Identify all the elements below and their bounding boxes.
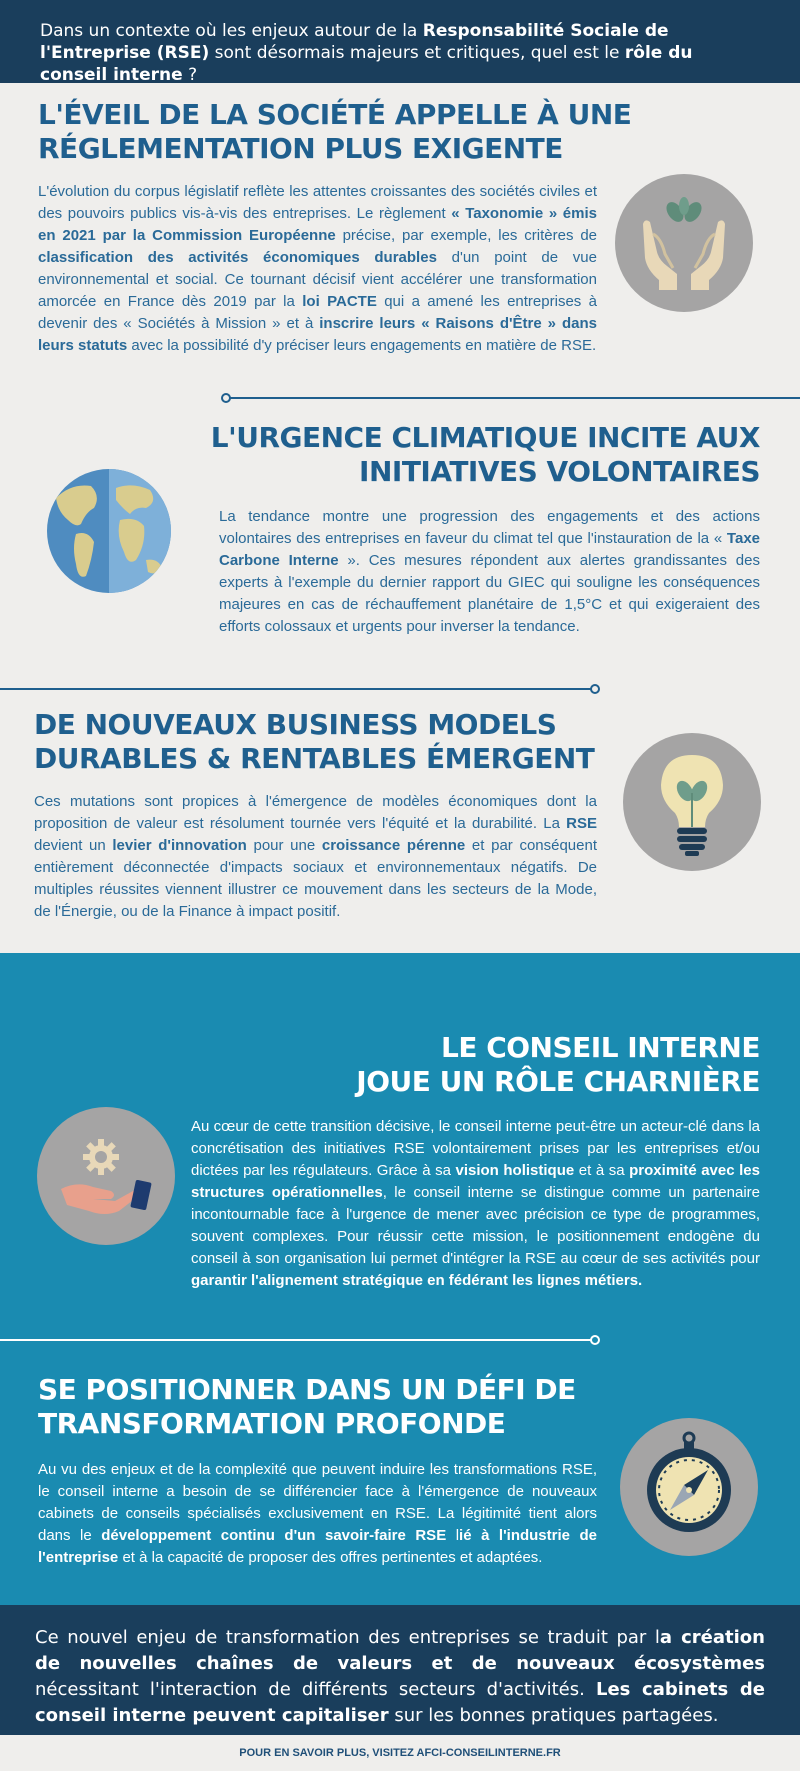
hands-plant-icon: [615, 174, 753, 312]
text-run: Ces mutations sont propices à l'émergence de modèles économiques dont la proposition de valeur est résolument tournée vers l'équité et la durabilité. La: [34, 793, 597, 832]
intro-text: Dans un contexte où les enjeux autour de la: [40, 21, 423, 41]
text-run: ». Ces mesures répondent aux alertes grandissantes des experts à l'exemple du dernier rapport du GIEC qui souligne les conséquences majeures en cas de réchauffement planétaire de 1,5°C et qui exigeraient des efforts colossaux et urgents pour inverser la tendance.: [219, 552, 760, 635]
text-run: avec la possibilité d'y préciser leurs engagements en matière de RSE.: [127, 337, 597, 354]
bold-run: Taxe Carbone Interne: [219, 530, 760, 569]
section-4-title: [150, 1031, 760, 1099]
bold-run: proximité avec les structures opérationnelles: [191, 1162, 760, 1201]
section-1-paragraph: [38, 181, 597, 357]
divider-dot: [590, 684, 600, 694]
intro-text-3: ?: [182, 65, 198, 85]
section-4-title-line-1: LE CONSEIL INTERNE: [440, 1031, 760, 1064]
section-2-title-line-1: L'URGENCE CLIMATIQUE INCITE AUX: [210, 421, 760, 454]
bold-run: inscrire leurs « Raisons d'Être » dans leurs statuts: [38, 315, 597, 354]
section-2-title-line-2: INITIATIVES VOLONTAIRES: [359, 455, 760, 488]
bold-run: vision holistique: [455, 1162, 575, 1179]
section-1-title: [38, 98, 758, 166]
section-4-title-line-2: JOUE UN RÔLE CHARNIÈRE: [356, 1065, 760, 1098]
section-1-title-line-1: L'ÉVEIL DE LA SOCIÉTÉ APPELLE À UNE: [38, 98, 632, 131]
section-2-title: [150, 421, 760, 489]
section-3-title-line-2: DURABLES & RENTABLES ÉMERGENT: [34, 742, 595, 775]
text-run: L'évolution du corpus législatif reflète les attentes croissantes des sociétés civiles et des pouvoirs publics vis-à-vis des entreprises. Le règlement: [38, 183, 597, 222]
divider-line: [226, 397, 800, 399]
section-5-title-line-2: TRANSFORMATION PROFONDE: [38, 1407, 506, 1440]
text-run: qui a amené les entreprises à devenir des « Sociétés à Mission » et à: [38, 293, 597, 332]
bold-run: « Taxonomie » émis en 2021 par la Commission Européenne: [38, 205, 597, 244]
text-run: Au cœur de cette transition décisive, le conseil interne peut-être un acteur-clé dans la concrétisation des initiatives RSE volontairement prises par les entreprises et/ou dictées par les régulateurs. Grâce à sa: [191, 1118, 760, 1179]
section-1-title-line-2: RÉGLEMENTATION PLUS EXIGENTE: [38, 132, 563, 165]
section-2-paragraph: [219, 506, 760, 638]
text-run: d'un point de vue environnemental et social. Ce tournant décisif vient accélérer une transformation amorcée en France dès 2019 par la: [38, 249, 597, 310]
text-run: pour une: [246, 837, 322, 854]
divider-line: [0, 1339, 592, 1341]
divider-dot: [590, 1335, 600, 1345]
bold-run: RSE: [566, 815, 597, 832]
outro-bold-2: Les cabinets de conseil interne peuvent capitaliser: [35, 1679, 765, 1726]
bold-run: croissance pérenne: [321, 837, 466, 854]
text-run: l: [446, 1527, 460, 1544]
intro-banner: [0, 0, 800, 83]
section-4-paragraph: [191, 1116, 760, 1292]
text-run: et à la capacité de proposer des offres pertinentes et adaptées.: [118, 1549, 543, 1566]
outro-text-3: sur les bonnes pratiques partagées.: [388, 1705, 719, 1726]
lightbulb-icon: [623, 733, 761, 871]
text-run: et par conséquent entièrement déconnectée d'impacts sociaux et environnementaux négatifs. De multiples réussites viennent illustrer ce mouvement dans les secteurs de la Mode, de l'Énergie, ou de la Finance à impact positif.: [34, 837, 598, 920]
bold-run: levier d'innovation: [112, 837, 247, 854]
section-5-paragraph: [38, 1459, 597, 1569]
text-run: La tendance montre une progression des engagements et des actions volontaires des entreprises en faveur du climat tel que l'instauration de la «: [219, 508, 760, 547]
compass-icon: [620, 1418, 758, 1556]
outro-text-2: nécessitant l'interaction de différents secteurs d'activités.: [35, 1679, 596, 1700]
intro-bold-role: rôle du conseil interne: [40, 43, 693, 85]
text-run: devient un: [34, 837, 113, 854]
text-run: et à sa: [574, 1162, 630, 1179]
bold-run: classification des activités économiques durables: [38, 249, 437, 266]
globe-icon: [46, 468, 172, 594]
hand-gear-icon: [37, 1107, 175, 1245]
text-run: Au vu des enjeux et de la complexité que peuvent induire les transformations RSE, le conseil interne a besoin de se différencier face à l'émergence de nouveaux cabinets de conseils spécialisés exclusivement en RSE. La légitimité tient alors dans le: [38, 1461, 597, 1544]
section-3-paragraph: [34, 791, 597, 923]
outro-banner: [0, 1605, 800, 1735]
intro-text-2: sont désormais majeurs et critiques, quel est le: [209, 43, 625, 63]
intro-bold-rse: Responsabilité Sociale de l'Entreprise (RSE): [40, 21, 669, 63]
bold-run: loi PACTE: [302, 293, 377, 310]
text-run: précise, par exemple, les critères de: [335, 227, 597, 244]
text-run: , le conseil interne se distingue comme un partenaire incontournable face à l'urgence de mener avec précision ce type de programmes, souvent complexes. Pour réussir cette mission, le positionnement endogène du conseil à son organisation lui permet d'intégrer la RSE au cœur de ses activités pour: [191, 1184, 761, 1267]
section-5-title-line-1: SE POSITIONNER DANS UN DÉFI DE: [38, 1373, 576, 1406]
divider-dot: [221, 393, 231, 403]
outro-bold-1: a création de nouvelles chaînes de valeurs et de nouveaux écosystèmes: [35, 1627, 765, 1674]
bold-run: garantir l'alignement stratégique en fédérant les lignes métiers.: [191, 1272, 643, 1289]
outro-text: Ce nouvel enjeu de transformation des entreprises se traduit par l: [35, 1627, 660, 1648]
bold-run: ié à l'industrie de l'entreprise: [38, 1527, 597, 1566]
bold-run: développement continu d'un savoir-faire RSE: [101, 1527, 447, 1544]
section-3-title-line-1: DE NOUVEAUX BUSINESS MODELS: [34, 708, 557, 741]
divider-line: [0, 688, 592, 690]
footer-link[interactable]: POUR EN SAVOIR PLUS, VISITEZ AFCI-CONSEILINTERNE.FR: [0, 1735, 800, 1771]
